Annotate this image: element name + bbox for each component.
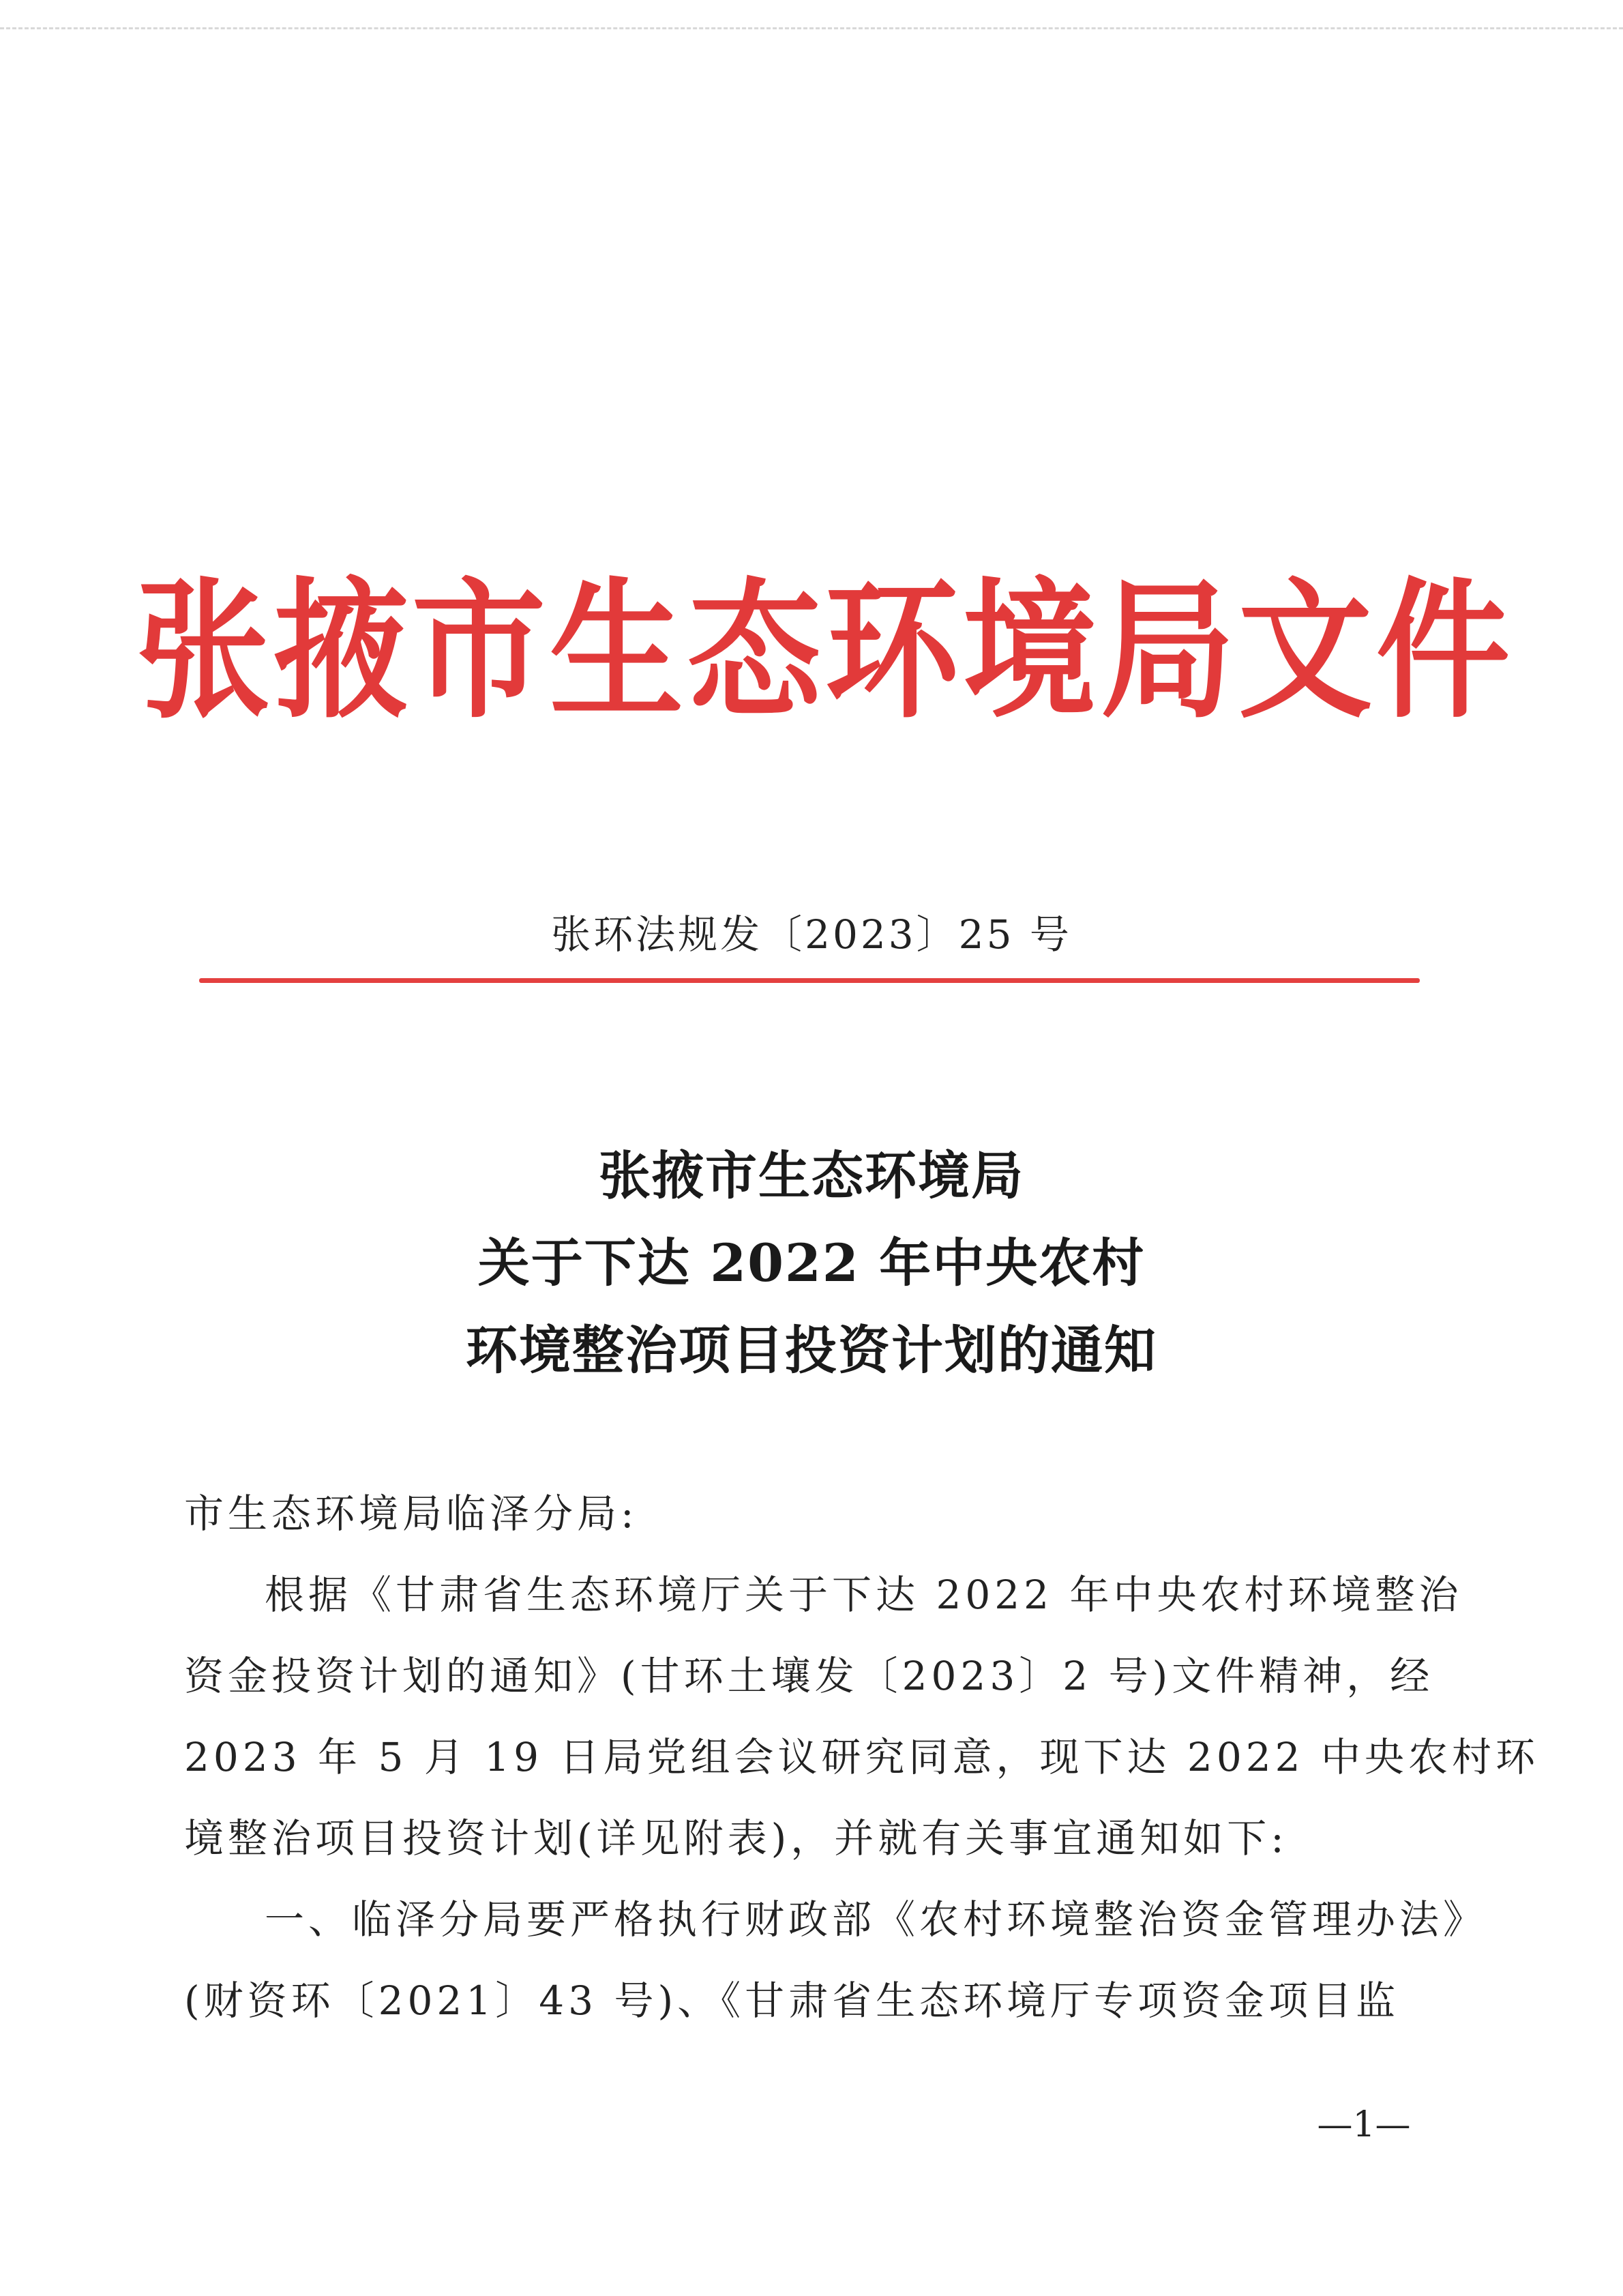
title-line-3: 环境整治项目投资计划的通知 bbox=[466, 1320, 1157, 1381]
red-divider-line bbox=[199, 978, 1420, 983]
page-number: —1— bbox=[1317, 2104, 1411, 2145]
document-title bbox=[0, 1132, 1623, 1394]
paragraph-1-line: 2023 年 5 月 19 日局党组会议研究同意，现下达 2022 中央农村环 bbox=[184, 1734, 1539, 1780]
title-line-2: 关于下达 2022 年中央农村 bbox=[477, 1233, 1146, 1293]
paragraph-1-line: 资金投资计划的通知》(甘环土壤发〔2023〕2 号)文件精神，经 bbox=[184, 1653, 1434, 1699]
paragraph-1-line: 根据《甘肃省生态环境厅关于下达 2022 年中央农村环境整治 bbox=[265, 1572, 1463, 1618]
document-number: 张环法规发〔2023〕25 号 bbox=[551, 911, 1072, 958]
paragraph-1-line: 境整治项目投资计划(详见附表)，并就有关事宜通知如下: bbox=[184, 1815, 1288, 1861]
paragraph-2-line: 一、临泽分局要严格执行财政部《农村环境整治资金管理办法》 bbox=[265, 1896, 1487, 1943]
addressee: 市生态环境局临泽分局: bbox=[184, 1490, 638, 1537]
document-masthead: 张掖市生态环境局文件 bbox=[136, 563, 1515, 739]
top-border bbox=[0, 27, 1623, 29]
document-body bbox=[184, 1473, 1539, 2042]
title-line-1: 张掖市生态环境局 bbox=[599, 1145, 1024, 1206]
paragraph-2-line: (财资环〔2021〕43 号)、《甘肃省生态环境厅专项资金项目监 bbox=[184, 1977, 1400, 2024]
